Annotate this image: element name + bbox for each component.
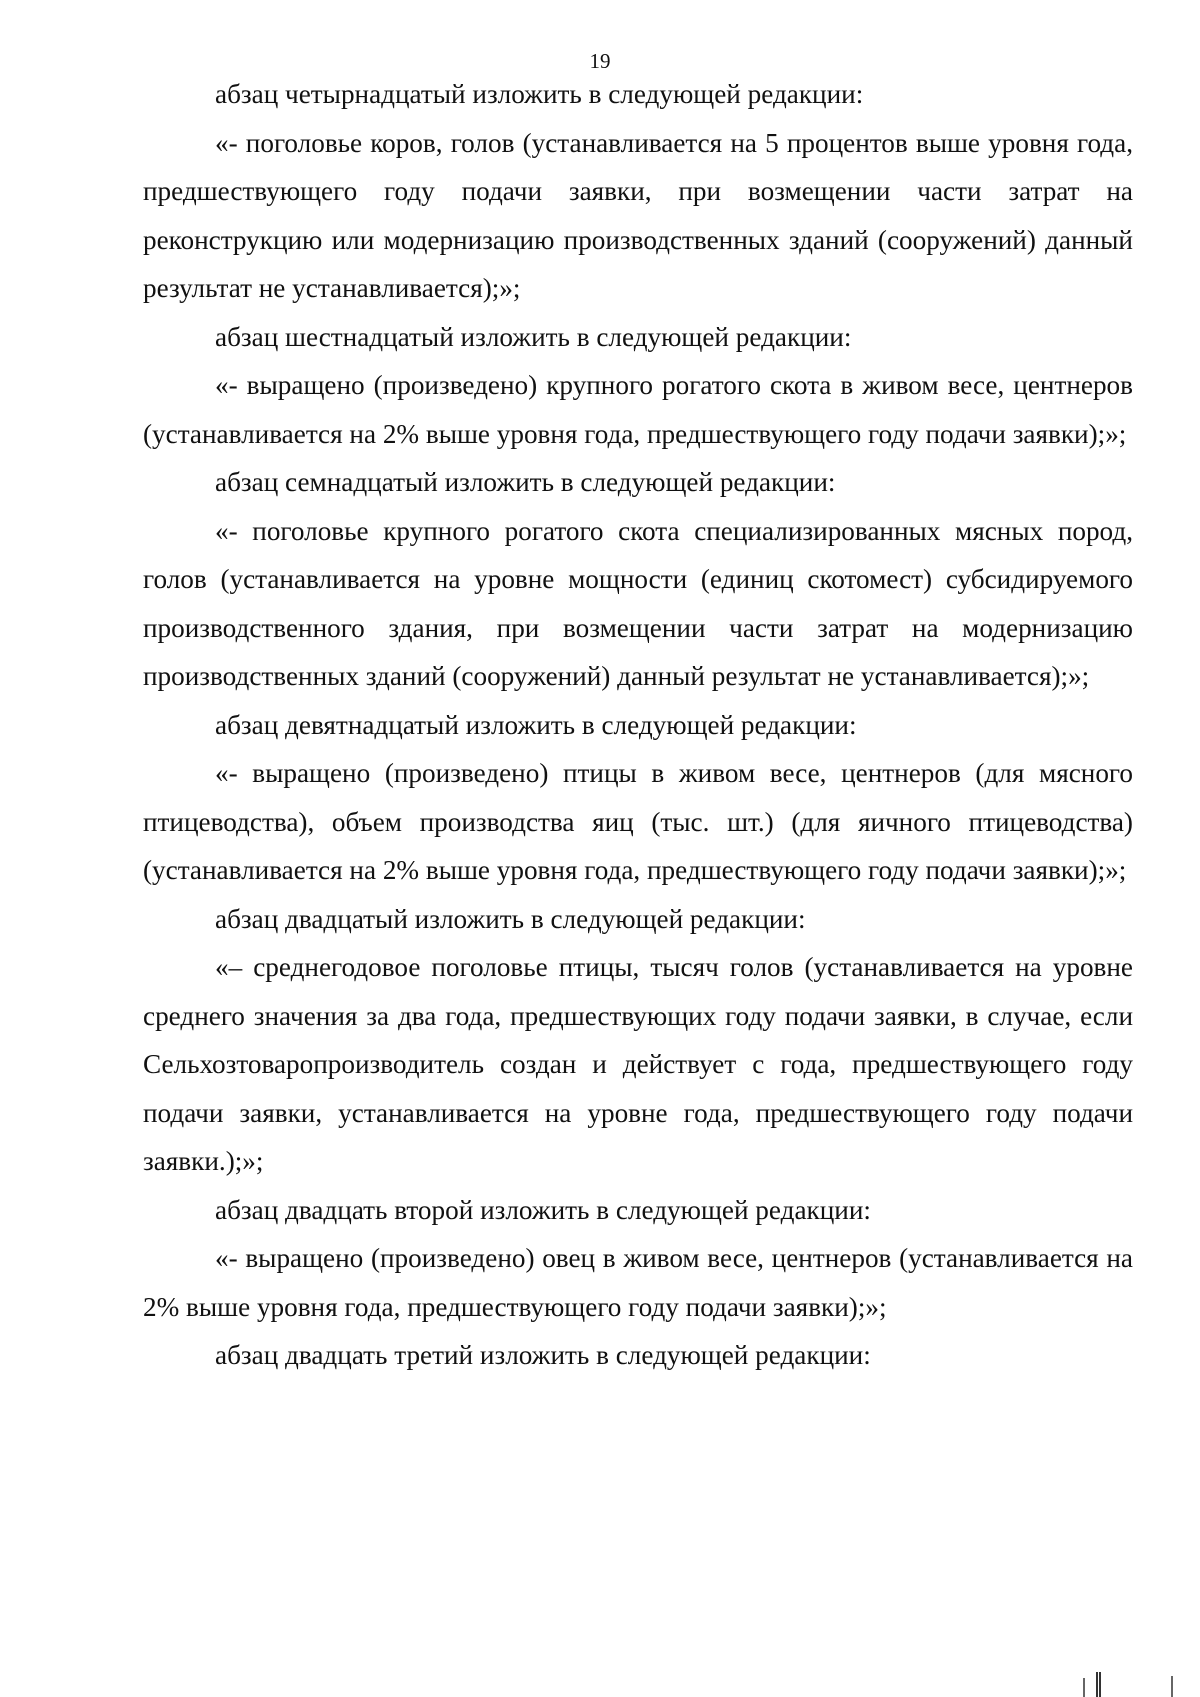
paragraph-amend-22: абзац двадцать второй изложить в следующей редакции: (215, 1194, 871, 1225)
paragraph-amend-16: абзац шестнадцатый изложить в следующей редакции: (215, 321, 852, 352)
paragraph-amend-14: абзац четырнадцатый изложить в следующей редакции: (215, 79, 864, 109)
paragraph-poultry-output: «- выращено (произведено) птицы в живом весе, центнеров (для мясного птицеводства), объем производства яиц (тыс. шт.) (для яичного птицеводства) (устанавливается на 2% выше уровня года, предшествующего году подачи заявки);»; (143, 758, 1133, 885)
document-body (143, 70, 1133, 1380)
paragraph-amend-17: абзац семнадцатый изложить в следующей редакции: (215, 467, 836, 497)
paragraph-beef-cattle-headcount: «- поголовье крупного рогатого скота специализированных мясных пород, голов (устанавливается на уровне мощности (единиц скотомест) субсидируемого производственного здания, при возмещении части затрат на модернизацию производственных зданий (сооружений) данный результат не устанавливается);»; (143, 515, 1133, 691)
page-number: 19 (589, 49, 611, 73)
paragraph-sheep-weight: «- выращено (произведено) овец в живом весе, центнеров (устанавливается на 2% выше уровня года, предшествующего году подачи заявки);»; (143, 1243, 1133, 1322)
paragraph-amend-23: абзац двадцать третий изложить в следующей редакции: (215, 1340, 871, 1370)
paragraph-poultry-headcount: «– среднегодовое поголовье птицы, тысяч голов (устанавливается на уровне среднего значения за два года, предшествующих году подачи заявки, в случае, если Сельхозтоваропроизводитель создан и действует с года, предшествующего году подачи заявки, устанавливается на уровне года, предшествующего году подачи заявки.);»; (143, 952, 1133, 1176)
paragraph-amend-20: абзац двадцатый изложить в следующей редакции: (215, 903, 806, 934)
paragraph-cattle-weight: «- выращено (произведено) крупного рогатого скота в живом весе, центнеров (устанавливается на 2% выше уровня года, предшествующего году подачи заявки);»; (143, 370, 1133, 449)
paragraph-amend-19: абзац девятнадцатый изложить в следующей редакции: (215, 709, 857, 740)
paragraph-cows-headcount: «- поголовье коров, голов (устанавливается на 5 процентов выше уровня года, предшествующего году подачи заявки, при возмещении части затрат на реконструкцию или модернизацию производственных зданий (сооружений) данный результат не устанавливается);»; (143, 127, 1133, 303)
